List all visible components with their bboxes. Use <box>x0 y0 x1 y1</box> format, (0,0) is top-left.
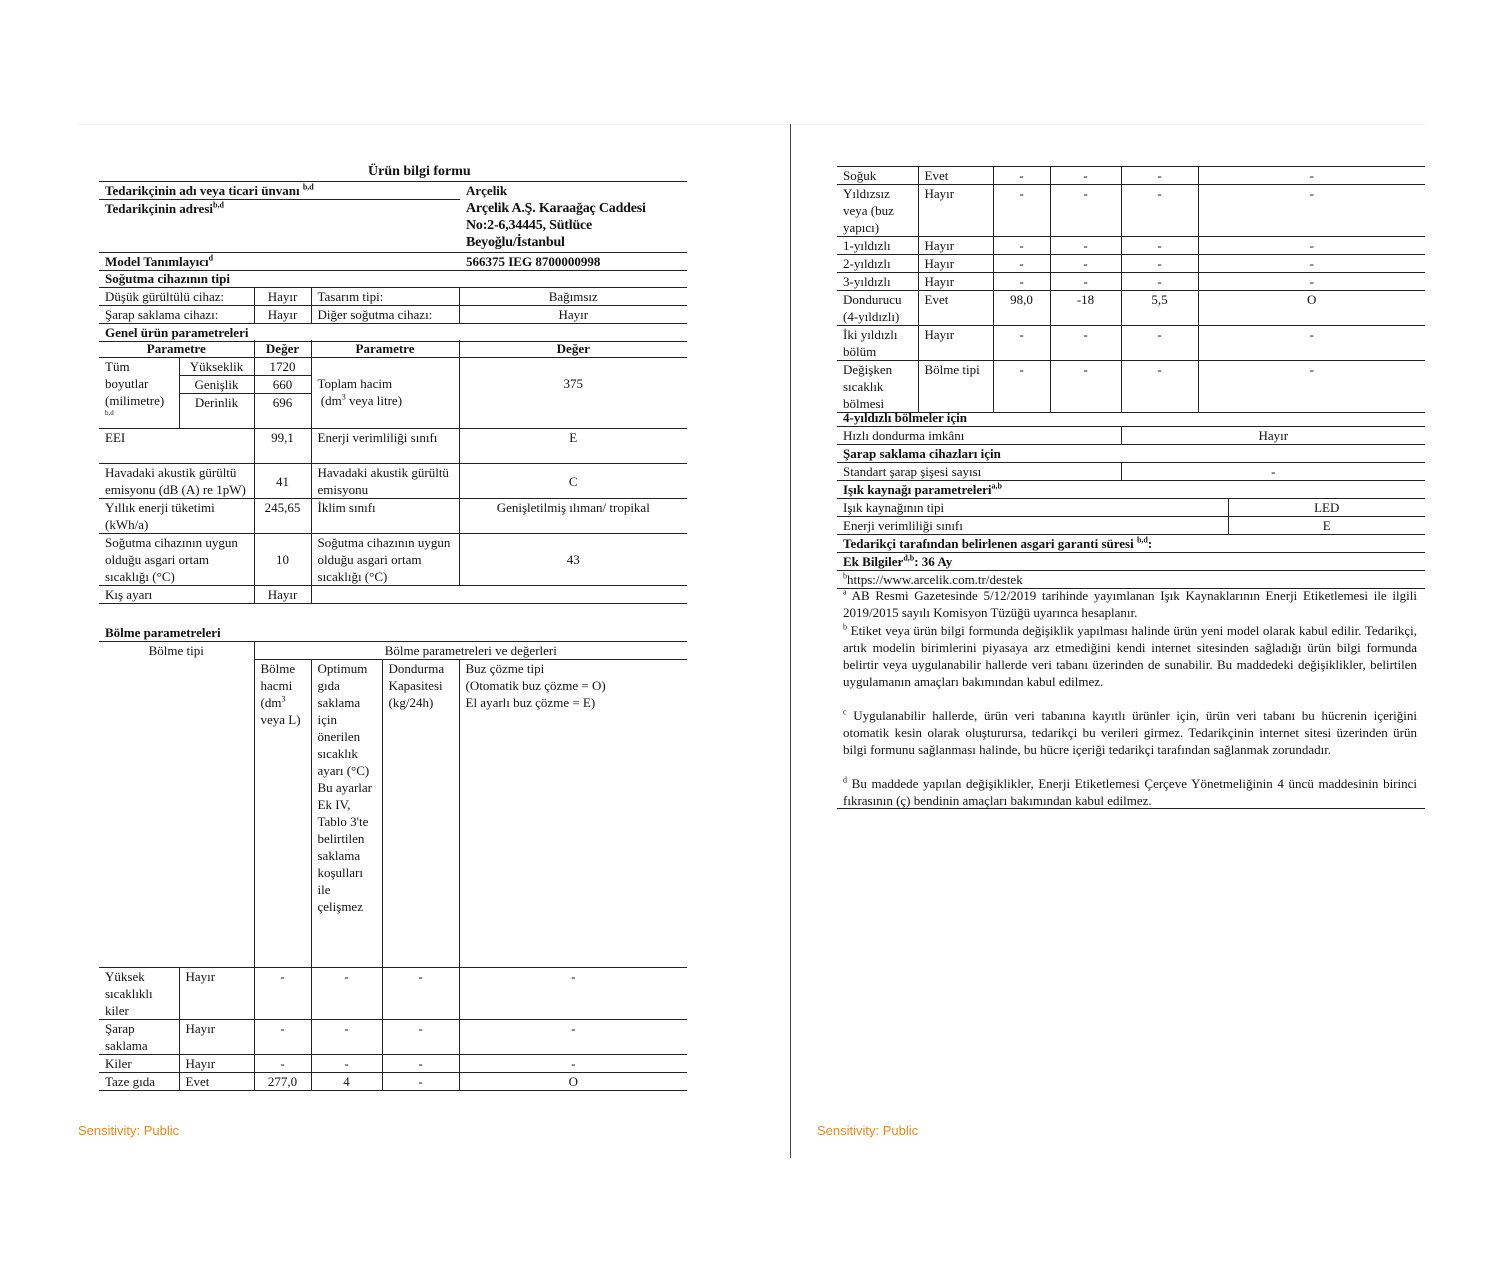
compartment-freeze: - <box>1121 361 1198 413</box>
compartment-present: Bölme tipi <box>918 361 993 413</box>
compartment-temp: - <box>1050 255 1121 273</box>
defrost-header-line: (Otomatik buz çözme = O) <box>465 678 606 693</box>
total-volume-value: 375 <box>563 376 584 391</box>
type-table <box>99 270 687 342</box>
compartment-temp: - <box>1050 273 1121 291</box>
compartment-defrost: - <box>1309 186 1314 201</box>
compartment-present: Hayır <box>918 326 993 361</box>
compartment-row <box>837 167 1425 185</box>
compartment-temp: - <box>1050 237 1121 255</box>
compartment-type-header: Bölme tipi <box>99 642 254 968</box>
compartment-row <box>837 291 1425 326</box>
wine-device-label: Şarap saklama cihazı: <box>99 306 254 324</box>
address-line: Beyoğlu/İstanbul <box>466 234 565 250</box>
compartment-present: Evet <box>918 291 993 326</box>
compartment-name: 3-yıldızlı <box>837 273 918 291</box>
warranty-label: Tedarikçi tarafından belirlenen asgari garanti süresi $^{b,d}$: <box>843 535 1153 551</box>
eei-value: 99,1 <box>254 429 311 464</box>
address-line: No:2-6,34445, Sütlüce <box>466 217 593 233</box>
eei-label: EEI <box>99 429 254 464</box>
extra-info: Ek Bilgiler$^{d,b}$: 36 Ay <box>843 553 953 569</box>
width-label: Genişlik <box>179 376 254 394</box>
compartment-temp: 4 <box>311 1073 382 1091</box>
max-temp-label: Soğutma cihazının uygun olduğu asgari ortam sıcaklığı (°C) <box>311 534 459 586</box>
compartment-temp: - <box>311 1020 382 1055</box>
compartment-volume: - <box>993 273 1050 291</box>
energy-class-label: Enerji verimliliği sınıfı <box>311 429 459 464</box>
defrost-header-line: Buz çözme tipi <box>465 661 545 676</box>
climate-class-label: İklim sınıfı <box>311 499 459 534</box>
support-link[interactable]: $^b$https://www.arcelik.com.tr/destek <box>843 571 1023 587</box>
compartment-row <box>837 273 1425 291</box>
min-temp-value: 10 <box>254 534 311 586</box>
compartment-temp: - <box>311 1055 382 1073</box>
wine-bottles-value: - <box>1271 464 1276 479</box>
compartment-temp: - <box>1050 167 1121 185</box>
compartment-name: Şarap saklama <box>99 1020 179 1055</box>
noise-label: Havadaki akustik gürültü emisyonu (dB (A) re 1pW) <box>99 464 254 499</box>
supplier-address-label: Tedarikçinin adresi$^{b,d}$ <box>105 200 224 216</box>
light-class-label: Enerji verimliliği sınıfı <box>837 517 1228 535</box>
depth-label: Derinlik <box>179 394 254 429</box>
compartment-row <box>837 237 1425 255</box>
dimensions-label-line: boyutlar <box>105 376 149 391</box>
compartment-volume: - <box>993 237 1050 255</box>
dimensions-label-line: Tüm <box>105 359 130 374</box>
fast-freeze-value: Hayır <box>1258 428 1289 443</box>
compartment-temp: - <box>1050 326 1121 361</box>
compartment-defrost: O <box>568 1074 578 1089</box>
compartment-row <box>99 1073 687 1091</box>
compartment-name: Yüksek sıcaklıklı kiler <box>99 968 179 1020</box>
max-temp-value: 43 <box>566 552 580 567</box>
compartment-freeze: - <box>1121 237 1198 255</box>
compartment-freeze: - <box>1121 255 1198 273</box>
compartment-freeze: - <box>1121 167 1198 185</box>
min-temp-label: Soğutma cihazının uygun olduğu asgari ortam sıcaklığı (°C) <box>99 534 254 586</box>
light-class-value: E <box>1322 518 1331 533</box>
compartment-present: Evet <box>918 167 993 185</box>
supplier-table <box>99 181 687 271</box>
light-heading: Işık kaynağı parametreleri$^{a,b}$ <box>843 481 1002 497</box>
supplier-name-value: Arçelik <box>466 183 508 198</box>
compartment-defrost: - <box>571 969 576 984</box>
compartment-row <box>837 255 1425 273</box>
other-device-label: Diğer soğutma cihazı: <box>311 306 459 324</box>
dimensions-sup: b,d <box>105 409 114 417</box>
compartments-table-continued <box>837 166 1425 413</box>
compartment-freeze: - <box>382 968 459 1020</box>
compartment-temp-header: Optimum gıda saklama için önerilen sıcaklık ayarı (°C) Bu ayarlar Ek IV, Tablo 3'te belirtilen saklama koşulları ile çelişmez <box>311 660 382 968</box>
compartment-volume: - <box>254 1020 311 1055</box>
compartment-temp: - <box>1050 361 1121 413</box>
compartment-freeze: - <box>1121 185 1198 237</box>
footnote-c: $^c$ Uygulanabilir hallerde, ürün veri tabanına kayıtlı ürünler için, ürün veri tabanı bu hücrenin içeriğini otomatik kesin olarak oluşturursa, tedarikçi bu verileri girmez. Tedarikçinin internet sitesi üzerinden ürün bilgi formunu sağlanması halinde, bu hücre içeriği tedarikçi tarafından sağlanmak zorundadır. <box>843 707 1418 757</box>
other-device-value: Hayır <box>558 307 589 322</box>
compartment-present: Hayır <box>918 255 993 273</box>
compartment-volume: - <box>993 361 1050 413</box>
compartment-temp: -18 <box>1050 291 1121 326</box>
annual-energy-label: Yıllık enerji tüketimi (kWh/a) <box>99 499 254 534</box>
wine-bottles-label: Standart şarap şişesi sayısı <box>837 463 1121 481</box>
col-value-header: Değer <box>254 340 311 358</box>
dimensions-label-line: (milimetre) <box>105 393 165 408</box>
volume-label-text: Toplam hacim <box>317 376 393 391</box>
model-value: 566375 IEG 8700000998 <box>466 254 601 269</box>
address-line: Arçelik A.Ş. Karaağaç Caddesi <box>466 200 646 216</box>
compartment-freeze: - <box>1121 326 1198 361</box>
noise-class-value: C <box>568 473 578 489</box>
compartment-defrost: - <box>1309 256 1314 271</box>
volume-unit: ($dm^3$ veya litre) <box>320 392 403 408</box>
compartment-freeze: - <box>382 1073 459 1091</box>
compartment-defrost: - <box>1309 168 1314 183</box>
compartment-name: Kiler <box>99 1055 179 1073</box>
low-noise-label: Düşük gürültülü cihaz: <box>99 288 254 306</box>
compartment-volume: - <box>993 167 1050 185</box>
compartment-present: Hayır <box>918 237 993 255</box>
compartments-table <box>99 624 687 1091</box>
light-type-value: LED <box>1314 500 1340 515</box>
compartment-defrost: O <box>1307 292 1317 307</box>
compartment-defrost: - <box>1309 362 1314 377</box>
compartment-defrost: - <box>1309 274 1314 289</box>
compartment-present: Hayır <box>179 1055 254 1073</box>
light-type-label: Işık kaynağının tipi <box>837 499 1228 517</box>
col-param-header: Parametre <box>99 340 254 358</box>
energy-class-value: E <box>569 430 578 445</box>
compartment-volume: - <box>993 255 1050 273</box>
general-params-table <box>99 340 687 604</box>
compartment-name: Değişken sıcaklık bölmesi <box>837 361 918 413</box>
compartments-heading: Bölme parametreleri <box>105 625 221 640</box>
annual-energy-value: 245,65 <box>254 499 311 534</box>
type-heading: Soğutma cihazının tipi <box>105 271 230 286</box>
height-value: 1720 <box>254 358 311 376</box>
compartment-name: 1-yıldızlı <box>837 237 918 255</box>
compartment-volume: 277,0 <box>254 1073 311 1091</box>
compartment-name: Yıldızsız veya (buz yapıcı) <box>837 185 918 237</box>
compartment-freeze: - <box>1121 273 1198 291</box>
compartment-row <box>99 1055 687 1073</box>
compartment-row <box>99 968 687 1020</box>
compartment-name: 2-yıldızlı <box>837 255 918 273</box>
form-title: Ürün bilgi formu <box>368 164 471 179</box>
height-label: Yükseklik <box>179 358 254 376</box>
compartment-present: Hayır <box>179 1020 254 1055</box>
total-volume-label <box>311 358 459 429</box>
compartment-temp: - <box>1050 185 1121 237</box>
compartment-volume: - <box>993 185 1050 237</box>
design-type-value: Bağımsız <box>548 289 598 304</box>
supplier-address-value <box>460 200 687 253</box>
compartment-row <box>837 185 1425 237</box>
compartment-name: Dondurucu (4-yıldızlı) <box>837 291 918 326</box>
compartment-present: Hayır <box>179 968 254 1020</box>
compartment-group-header: Bölme parametreleri ve değerleri <box>384 643 557 658</box>
supplier-name-label: Tedarikçinin adı veya ticari ünvanı $^{b,d}$ <box>99 182 460 200</box>
footnote-a: $^a$ AB Resmi Gazetesinde 5/12/2019 tarihinde yayımlanan Işık Kaynaklarının Enerji Etiketlemesi ile ilgili 2019/2015 sayılı Komisyon Tüzüğü uyarınca hesaplanır. <box>843 587 1417 620</box>
dimensions-label <box>99 358 179 429</box>
four-star-heading: 4-yıldızlı bölmeler için <box>843 410 967 425</box>
fast-freeze-label: Hızlı dondurma imkânı <box>837 427 1121 445</box>
low-noise-value: Hayır <box>254 288 311 306</box>
compartment-row <box>99 1020 687 1055</box>
defrost-header-line: El ayarlı buz çözme = E) <box>465 695 596 710</box>
compartment-defrost: - <box>571 1056 576 1071</box>
col-param-header: Parametre <box>311 340 459 358</box>
design-type-label: Tasarım tipi: <box>311 288 459 306</box>
compartment-row <box>837 326 1425 361</box>
general-heading: Genel ürün parametreleri <box>105 325 249 340</box>
noise-class-label: Havadaki akustik gürültü emisyonu <box>311 464 459 499</box>
compartment-present: Evet <box>179 1073 254 1091</box>
compartment-defrost: - <box>1309 238 1314 253</box>
depth-value: 696 <box>254 394 311 429</box>
extra-params-table <box>837 409 1425 589</box>
compartment-freeze: 5,5 <box>1121 291 1198 326</box>
climate-class-value: Genişletilmiş ılıman/ tropikal <box>496 500 650 515</box>
sensitivity-label: Sensitivity: Public <box>78 1123 180 1138</box>
compartment-defrost-header <box>459 660 687 968</box>
compartment-freeze: - <box>382 1055 459 1073</box>
sensitivity-label: Sensitivity: Public <box>817 1123 919 1138</box>
compartment-present: Hayır <box>918 273 993 291</box>
compartment-present: Hayır <box>918 185 993 237</box>
winter-setting-label: Kış ayarı <box>99 586 254 604</box>
wine-device-value: Hayır <box>254 306 311 324</box>
compartment-volume: - <box>254 968 311 1020</box>
compartment-name: İki yıldızlı bölüm <box>837 326 918 361</box>
footnote-d: $^d$ Bu maddede yapılan değişiklikler, Enerji Etiketlemesi Çerçeve Yönetmeliğinin 4 üncü maddesinin birinci fıkrasının (ç) bendinin amaçları bakımından kabul edilmez. <box>843 775 1418 808</box>
wine-heading: Şarap saklama cihazları için <box>843 446 1001 461</box>
winter-setting-value: Hayır <box>254 586 311 604</box>
width-value: 660 <box>254 376 311 394</box>
noise-value: 41 <box>254 464 311 499</box>
compartment-defrost: - <box>571 1021 576 1036</box>
compartment-name: Soğuk <box>837 167 918 185</box>
compartment-temp: - <box>311 968 382 1020</box>
model-label: Model Tanımlayıcı$^d$ <box>105 253 214 269</box>
compartment-volume-header: Bölme hacmi ($dm^3$ veya L) <box>254 660 311 968</box>
compartment-name: Taze gıda <box>99 1073 179 1091</box>
footnote-b: $^b$ Etiket veya ürün bilgi formunda değişiklik yapılması halinde ürün yeni model olarak kabul edilir. Tedarikçi, artık modelin birimlerini piyasaya arz etmediğini kendi internet sitesinden sağladığı ürün bilgi formunda belirtir veya uygulanabilir hallerde veri tabanı üzerinden de sunabilir. Bu maddedeki değişiklikler, belirtilen uygulamanın amaçları bakımından kabul edilmez. <box>843 622 1418 689</box>
compartment-freeze-header: Dondurma Kapasitesi (kg/24h) <box>382 660 459 968</box>
col-value-header: Değer <box>556 341 590 356</box>
compartment-volume: - <box>254 1055 311 1073</box>
compartment-volume: - <box>993 326 1050 361</box>
compartment-row <box>837 361 1425 413</box>
compartment-freeze: - <box>382 1020 459 1055</box>
compartment-volume: 98,0 <box>993 291 1050 326</box>
compartment-defrost: - <box>1309 327 1314 342</box>
footnote-rule <box>837 808 1425 809</box>
page-divider <box>790 124 791 1158</box>
